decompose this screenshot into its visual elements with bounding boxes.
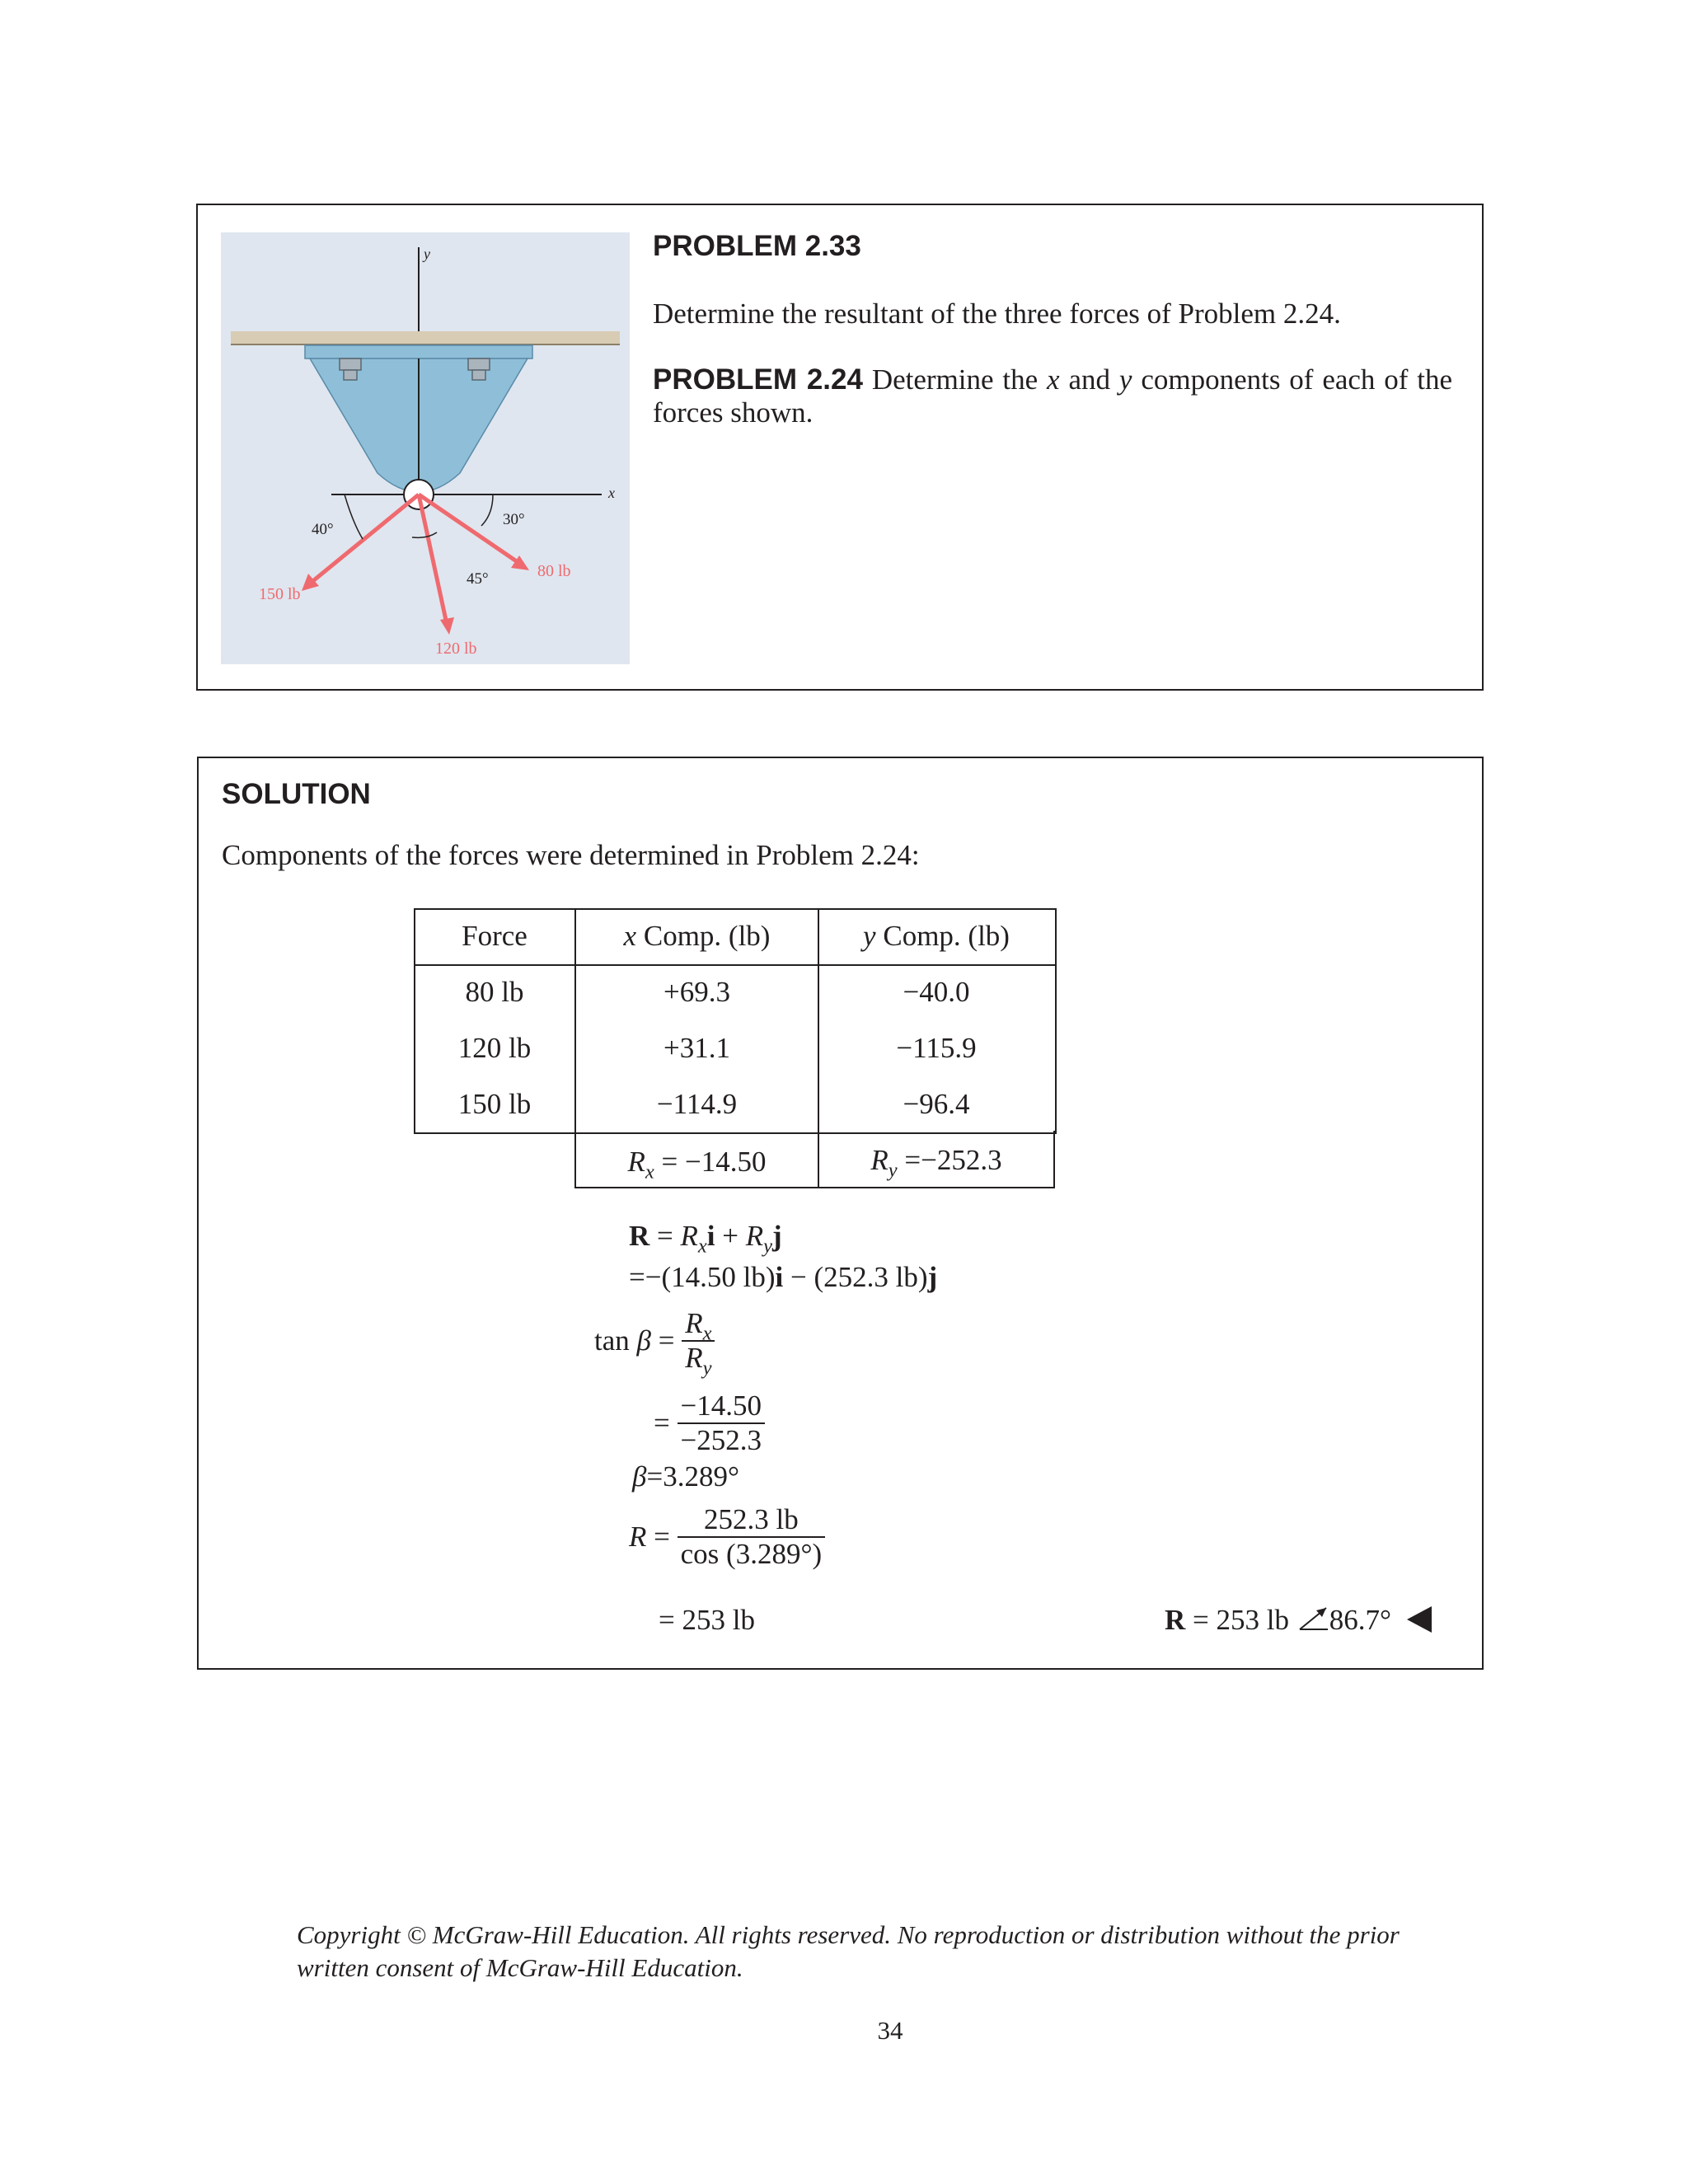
eq-tan-beta: tan β = $\frac{R_x}{R_y}$ <box>594 1307 715 1375</box>
angle-45-label: 45° <box>467 570 489 588</box>
eq-beta-result: β=3.289° <box>632 1460 739 1493</box>
ceiling-beam <box>231 331 620 344</box>
force-80-line <box>419 494 520 564</box>
problem-box <box>196 204 1484 691</box>
angle-arc-45 <box>412 532 437 537</box>
problem-reference-cont: forces shown. <box>653 396 814 429</box>
sum-rx: $R_x = -14.50$ <box>627 1146 767 1183</box>
solution-box <box>197 757 1484 1670</box>
eq-tan-values: = $\frac{-14.50}{-252.3}$ <box>654 1390 765 1457</box>
force-150-label: 150 lb <box>259 585 301 603</box>
answer-marker-icon <box>1404 1605 1433 1634</box>
force-150-line <box>310 494 419 583</box>
angle-30-label: 30° <box>503 511 525 528</box>
copyright-line-2: written consent of McGraw-Hill Education. <box>297 1953 743 1982</box>
table-header-force: Force <box>462 920 528 952</box>
eq-R-magnitude: R = $\frac{252.3 lb}{\cos (3.289^\circ)}$ <box>629 1503 825 1571</box>
force-80-label: 80 lb <box>537 562 571 580</box>
copyright-line-1: Copyright © McGraw-Hill Education. All rights reserved. No reproduction or distribution without the prior <box>297 1920 1400 1949</box>
eq-resultant-vector: $R = R_xi + R_yj$ <box>629 1220 782 1258</box>
fraction-values: $\frac{-14.50}{-252.3}$ <box>678 1390 766 1457</box>
problem-reference-label: PROBLEM 2.24 <box>653 363 863 396</box>
table-row: 150 lb −114.9 −96.4 <box>457 1088 970 1120</box>
page-number: 34 <box>877 2016 903 2045</box>
table-header-x: x Comp. (lb) <box>623 920 771 952</box>
angle-direction-icon <box>1296 1605 1329 1633</box>
fraction-rx-ry: $\frac{R_x}{R_y}$ <box>682 1307 715 1375</box>
angle-40-label: 40° <box>312 521 334 538</box>
components-table <box>414 908 1055 1188</box>
table-row: 120 lb +31.1 −115.9 <box>457 1032 977 1064</box>
eq-resultant-values: =−(14.50 lb)i − (252.3 lb)j <box>629 1261 938 1293</box>
force-120-arrowhead <box>440 617 454 635</box>
problem-reference: PROBLEM 2.24 Determine the x and y components of each of the <box>653 363 1453 396</box>
x-axis-label: x <box>608 485 615 501</box>
eq-final: = 253 lb <box>659 1604 755 1636</box>
table-header-y: y Comp. (lb) <box>863 920 1010 952</box>
bracket-plate <box>305 345 532 359</box>
problem-statement: Determine the resultant of the three forces of Problem 2.24. <box>653 298 1341 330</box>
sum-ry: $R_y =-252.3$ <box>870 1144 1002 1182</box>
angle-arc-30 <box>481 494 493 526</box>
force-figure <box>221 232 630 664</box>
force-120-label: 120 lb <box>435 640 477 658</box>
solution-intro: Components of the forces were determined in Problem 2.24: <box>222 839 920 871</box>
y-axis-label: y <box>424 246 430 262</box>
force-120-line <box>419 494 447 624</box>
table-row: 80 lb +69.3 −40.0 <box>465 976 970 1008</box>
problem-title: PROBLEM 2.33 <box>653 230 861 262</box>
solution-title: SOLUTION <box>222 778 371 810</box>
fraction-magnitude: $\frac{252.3 lb}{\cos (3.289^\circ)}$ <box>678 1503 825 1571</box>
angle-arc-40 <box>345 494 363 539</box>
final-answer: R = 253 lb 86.7° <box>1165 1604 1433 1637</box>
